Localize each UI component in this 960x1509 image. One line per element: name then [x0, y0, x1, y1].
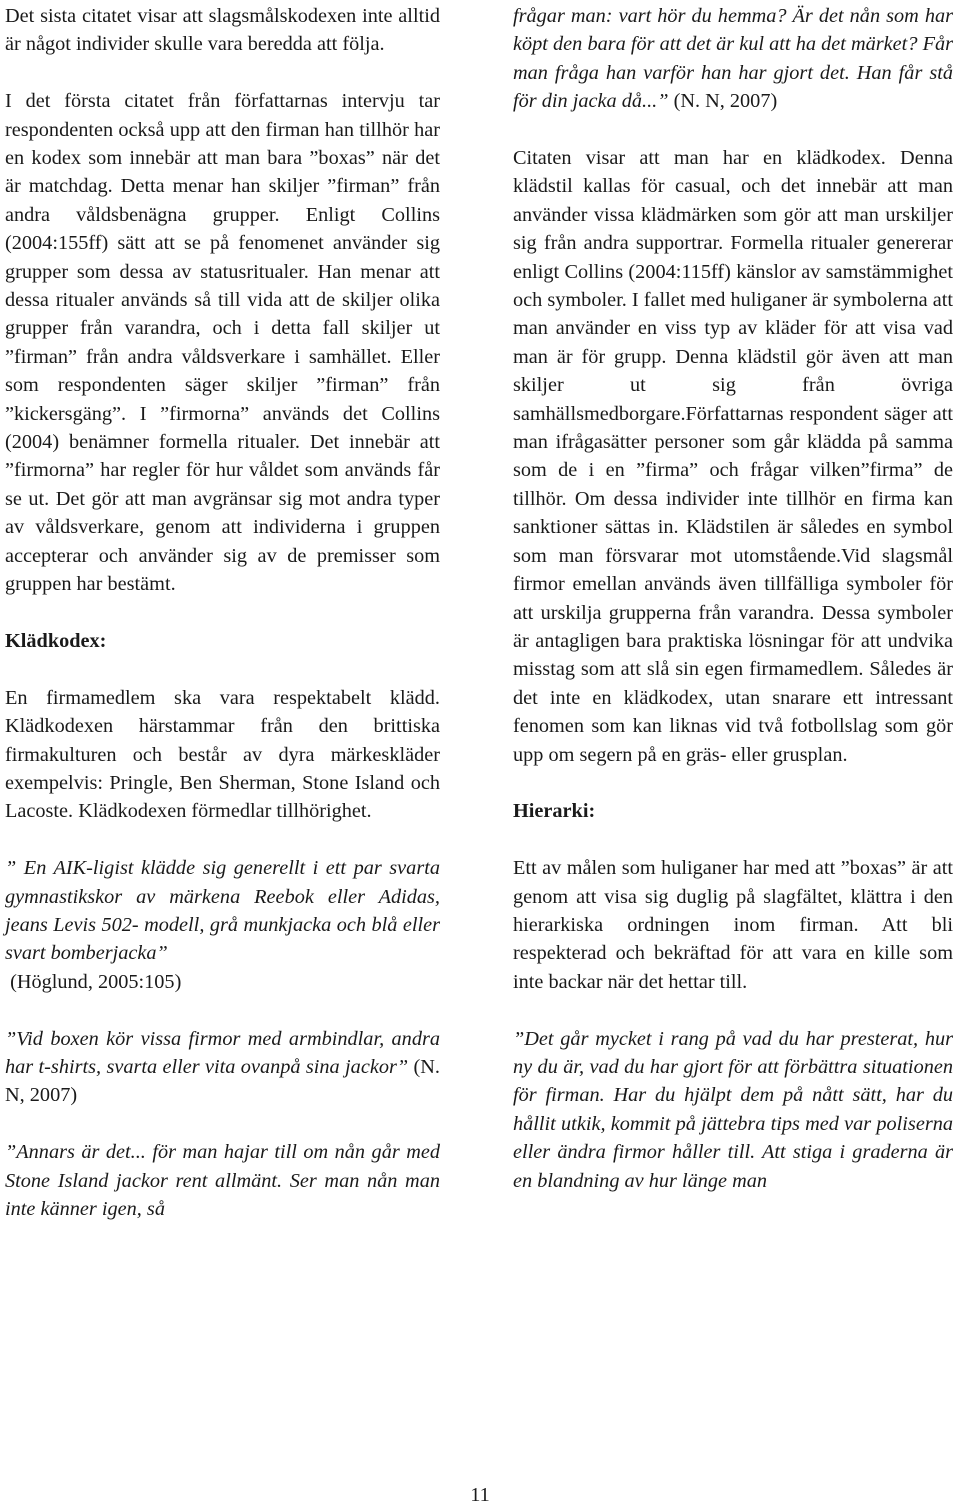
right-column — [513, 2, 953, 1195]
quote-boxen — [5, 1025, 440, 1110]
quote-stone-island: ”Annars är det... för man hajar till om nån går med Stone Island jackor rent allmänt. Ser man nån man inte känner igen, så — [5, 1141, 440, 1220]
quote-boxen-citation: (N. N, 2007) — [5, 1055, 440, 1107]
quote-continued-text: frågar man: vart hör du hemma? Är det nån som har köpt den bara för att det är kul att ha det märket? Får man fråga han varför han har gjort det. Han får stå för din jacka då...” — [513, 5, 953, 113]
quote-aik-text: ” En AIK-ligist klädde sig generellt i ett par svarta gymnastikskor av märkena Reebok eller Adidas, jeans Levis 502- modell, grå munkjacka och blå eller svart bomberjacka” — [5, 857, 440, 965]
paragraph-kladkodex: En firmamedlem ska vara respektabelt klädd. Klädkodexen härstammar från den brittiska firmakulturen och består av dyra märkeskläder exempelvis: Pringle, Ben Sherman, Stone Island och Lacoste. Klädkodexen förmedlar tillhörighet. — [5, 686, 440, 823]
left-column — [5, 2, 440, 1223]
paragraph-collins-rituals: I det första citatet från författarnas intervju tar respondenten också upp att den firman han tillhör har en kodex som innebär att man bara ”boxas” när det är matchdag. Detta menar han skiljer ”firman” från andra våldsbenägna grupper. Enligt Collins (2004:155ff) sätt att se på fenomenet använder sig grupper som dessa av statusritualer. Han menar att dessa ritualer används så till vida att de skiljer olika grupper från varandra, och i detta fall skiljer ut ”firman” från andra våldsverkare i samhället. Eller som respondenten säger skiljer ”firman” från ”kickersgäng”. I ”firmorna” används det Collins (2004) benämner formella ritualer. Det innebär att ”firmorna” har regler för hur våldet som används får se ut. Det gör att man avgränsar sig mot andra typer av våldsverkare, genom att individerna i gruppen accepterar och använder sig av de premisser som gruppen har bestämt. — [5, 90, 440, 596]
quote-boxen-text: ”Vid boxen kör vissa firmor med armbindlar, andra har t-shirts, svarta eller vita ovanpå sina jackor” — [5, 1027, 440, 1078]
heading-kladkodex: Klädkodex: — [5, 629, 107, 652]
quote-aik — [5, 854, 440, 996]
paragraph-hierarki: Ett av målen som huliganer har med att ”boxas” är att genom att visa sig duglig på slagfältet, klättra i den hierarkiska ordningen inom firman. Att bli respekterad och bekräftad för att vara en kille som inte backar när det hettar till. — [513, 857, 953, 993]
paragraph-casual-style: Citaten visar att man har en klädkodex. Denna klädstil kallas för casual, och det innebär att man använder vissa klädmärken som gör att man urskiljer sig från andra supportrar. Formella ritualer genererar enligt Collins (2004:115ff) känslor av samstämmighet och symboler. I fallet med huliganer är symbolerna att man använder en viss typ av kläder för att visa vad man är för grupp. Denna klädstil gör även att man skiljer ut sig från övriga samhällsmedborgare.Författarnas respondent säger att man ifrågasätter personer som går klädda på samma som de i en ”firma” och frågar vilken”firma” de tillhör. Om dessa individer inte tillhör en firma kan sanktioner sättas in. Klädstilen är således en symbol som man försvarar mot utomstående.Vid slagsmål firmor emellan används även tillfälliga symboler för att urskilja grupperna från varandra. Dessa symboler är antagligen bara praktiska lösningar för att undvika misstag som att slå sin egen firmamedlem. Således är det inte en klädkodex, utan snarare ett intressant fenomen som kan liknas vid två fotbollslag som gör upp om segern på en gräs- eller grusplan. — [513, 147, 953, 766]
quote-stone-island-continued — [513, 2, 953, 116]
quote-continued-citation: (N. N, 2007) — [673, 90, 778, 113]
quote-aik-citation: (Höglund, 2005:105) — [10, 970, 182, 993]
quote-rang: ”Det går mycket i rang på vad du har presterat, hur ny du är, vad du har gjort för att förbättra situationen för firman. Har du hjälpt dem på nått sätt, har du hållit utkik, kommit på jättebra tips med var poliserna eller ändra firmor håller till. Att stiga i graderna är en blandning av hur länge man — [513, 1027, 953, 1192]
page-number: 11 — [470, 1484, 490, 1506]
paragraph-intro: Det sista citatet visar att slagsmålskodexen inte alltid är något individer skulle vara beredda att följa. — [5, 5, 440, 56]
heading-hierarki: Hierarki: — [513, 800, 596, 823]
